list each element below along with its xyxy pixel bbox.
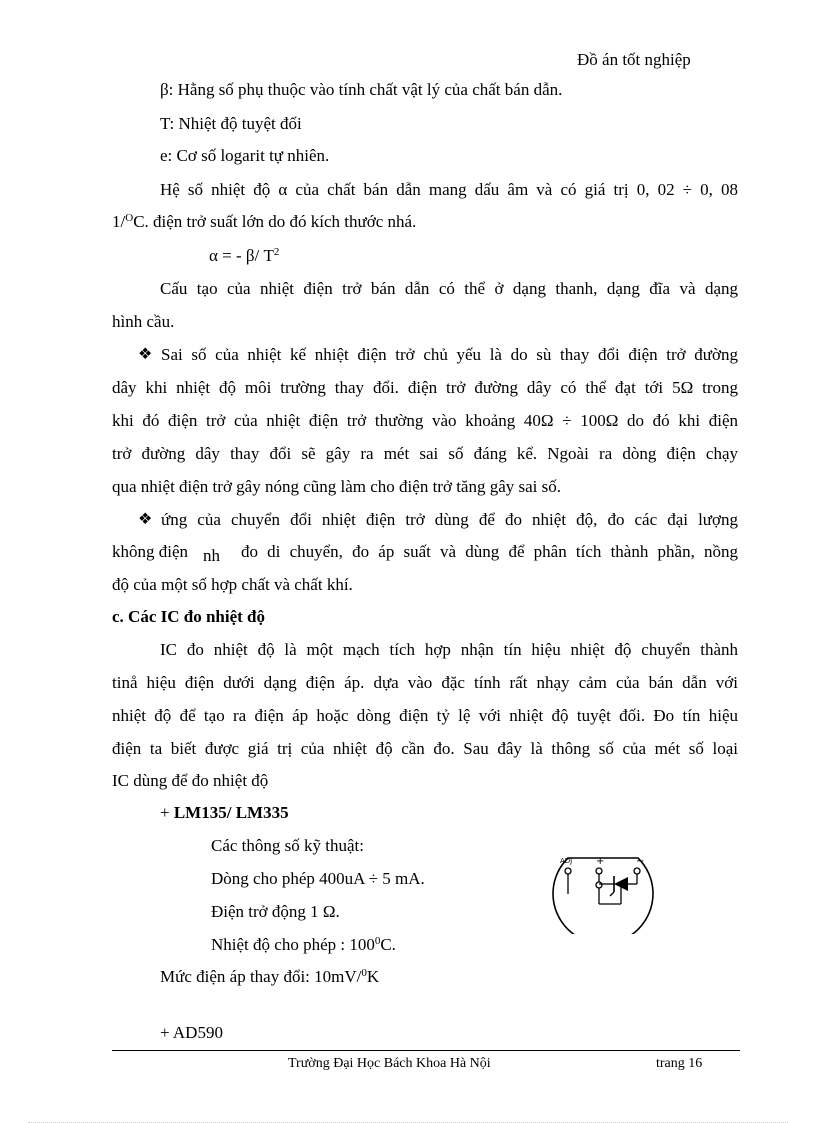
paragraph-log-base: e: Cơ số logarit tự nhiên. [160, 146, 330, 165]
bullet-error-line3: khi đó điện trở của nhiệt điện trở thường vào khoảng 40Ω ÷ 100Ω do đó khi điện [112, 411, 738, 430]
pin-adj-label: ADJ [560, 857, 573, 865]
bullet-application-line3: độ của một số hợp chất và chất khí. [112, 575, 353, 594]
pin-adj-icon [565, 868, 571, 874]
bullet-application-line1: ứng của chuyển đổi nhiệt điện trở dùng để đo nhiệt độ, đo các đại lượng [161, 510, 738, 529]
section-heading: c. Các IC đo nhiệt độ [112, 607, 266, 626]
paragraph-beta: β: Hằng số phụ thuộc vào tính chất vật lý của chất bán dẫn. [160, 80, 563, 99]
paragraph-ic-line1: IC đo nhiệt độ là một mạch tích hợp nhận tín hiệu nhiệt độ chuyển thành [160, 640, 738, 659]
paragraph-ic-line3: nhiệt độ để tạo ra điện áp hoặc dòng điện tỷ lệ với nhiệt độ tuyệt đối. Đo tín hiệu [112, 706, 738, 725]
paragraph-temperature: T: Nhiệt độ tuyệt đối [160, 114, 302, 133]
paragraph-structure-line1: Cấu tạo của nhiệt điện trở bán dẫn có thể ở dạng thanh, dạng đĩa và dạng [160, 279, 738, 298]
bullet-diamond-icon: ❖ [138, 346, 153, 363]
footer-page-number: trang 16 [656, 1056, 703, 1071]
lm135-title: + LM135/ LM335 [160, 803, 289, 822]
bullet-error-line2: dây khi nhiệt độ môi trường thay đổi. điện trở đường dây có thể đạt tới 5Ω trong [112, 378, 738, 397]
pin-minus-icon [634, 868, 640, 874]
spec-voltage: Mức điện áp thay đổi: 10mV/$^0$K [160, 967, 380, 986]
pin-minus-label: − [636, 856, 645, 867]
paragraph-coefficient-line2: 1/$^O$C. điện trở suất lớn do đó kích thước nhá. [112, 212, 417, 231]
bullet-application-line2-nh: nh [203, 546, 220, 565]
paragraph-ic-line4: điện ta biết được giá trị của nhiệt độ cần đo. Sau đây là thông số của mét số loại [112, 739, 738, 758]
spec-title: Các thông số kỹ thuật: [211, 836, 364, 855]
pin-plus-label: + [596, 856, 605, 867]
ad590-title: + AD590 [160, 1023, 223, 1042]
paragraph-structure-line2: hình cầu. [112, 312, 175, 331]
header-title: Đồ án tốt nghiệp [577, 50, 691, 69]
spec-resistance: Điện trở động 1 Ω. [211, 902, 340, 921]
lm135-package-diagram [548, 852, 658, 934]
bullet-error-line1: Sai số của nhiệt kế nhiệt điện trở chủ yếu là do sù thay đổi điện trở đường [161, 345, 738, 364]
footer-school: Trường Đại Học Bách Khoa Hà Nội [288, 1056, 491, 1071]
spec-current: Dòng cho phép 400uA ÷ 5 mA. [211, 869, 425, 888]
formula-alpha: α = - β/ $T^2$ [209, 246, 280, 265]
bullet-diamond-icon: ❖ [138, 511, 153, 528]
spec-temperature: Nhiệt độ cho phép : $100^0C$. [211, 935, 396, 954]
bullet-error-line4: trở đường dây thay đổi sẽ gây ra mét sai số đáng kể. Ngoài ra dòng điện chạy [112, 444, 738, 463]
bullet-application-line2-b: đo di chuyển, đo áp suất và dùng để phân tích thành phần, nồng [241, 542, 738, 561]
footer-divider [112, 1050, 740, 1051]
pin-plus-icon [596, 868, 602, 874]
paragraph-ic-line5: IC dùng để đo nhiệt độ [112, 771, 269, 790]
paragraph-coefficient-line1: Hệ số nhiệt độ α của chất bán dẫn mang dấu âm và có giá trị 0, 02 ÷ 0, 08 [160, 180, 738, 199]
bullet-error-line5: qua nhiệt điện trở gây nóng cũng làm cho điện trở tăng gây sai số. [112, 477, 562, 496]
paragraph-ic-line2: tinå hiệu điện dưới dạng điện áp. dựa vào đặc tính rất nhạy cảm của bán dẫn với [112, 673, 738, 692]
bullet-application-line2-a: không điện [112, 542, 189, 561]
